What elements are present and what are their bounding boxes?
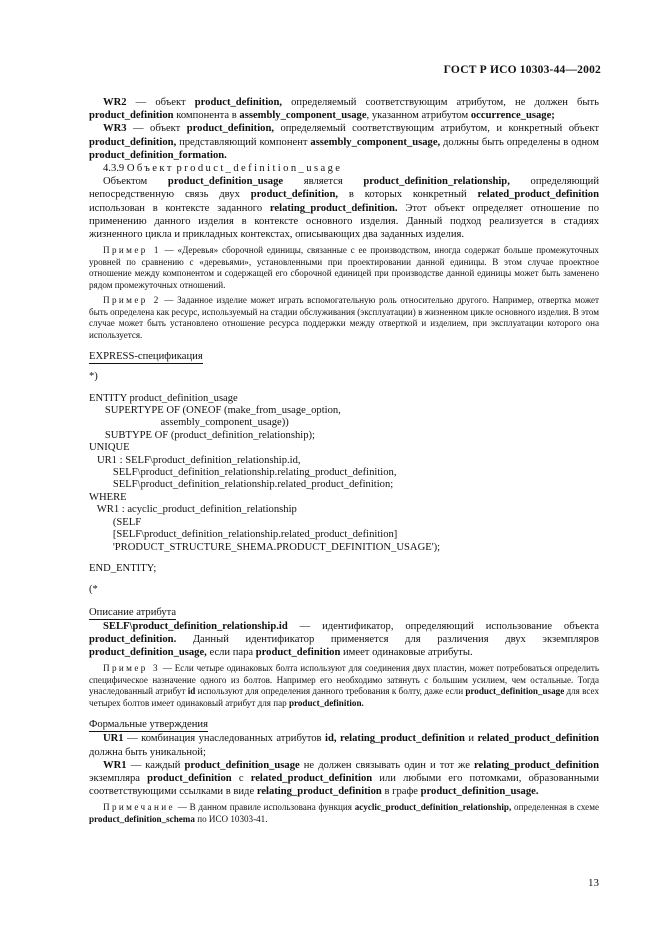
- code-line: WR1 : acyclic_product_definition_relationship: [89, 504, 297, 516]
- code-line: SUPERTYPE OF (ONEOF (make_from_usage_option,: [89, 405, 341, 417]
- code-line: SELF\product_definition_relationship.related_product_definition;: [89, 479, 394, 491]
- note: Примечание — В данном правиле использована функция acyclic_product_definition_relationship, определенная в схеме product_definition_schema по ИСО 10303-41.: [89, 802, 599, 824]
- example-2: Пример 2 — Заданное изделие может играть вспомогательную роль относительно другого. Например, отвертка может быть определена как ресурс, используемый на стадии обслуживания (эксплуатации) в жизненном цикле основного изделия. В этом случае может быть установлено отношение ресурса поддержки между отверткой и изделием, при эксплуатации которого она используется.: [89, 295, 600, 340]
- rule-wr3: WR3 — объект product_definition, определяемый соответствующим атрибутом, и конкретный объект product_definition, представляющий компонент assembly_component_usage, должны быть определены в одном product_definition_formation.: [89, 123, 599, 161]
- express-spec-title: EXPRESS-спецификация: [89, 351, 203, 363]
- rule-ur1: UR1 — комбинация унаследованных атрибутов id, relating_product_definition и related_product_definition должна быть уникальной;: [89, 733, 599, 758]
- code-line: ENTITY product_definition_usage: [89, 392, 238, 404]
- example-3: Пример 3 — Если четыре одинаковых болта используют для соединения двух пластин, может потребоваться определить специфическое назначение одного из болтов. Например его необходимо затянуть с большим усилием, чем остальные. Тогда унаследованный атрибут id используют для определения данного требования к болту, даже если product_definition_usage для всех четырех болтов имеет одинаковый атрибут для пар product_definition.: [89, 663, 600, 708]
- attribute-description: SELF\product_definition_relationship.id — идентификатор, определяющий использование объекта product_definition. Данный идентификатор применяется для различения двух экземпляров product_definition_usage, если пара product_definition имеет одинаковые атрибуты.: [89, 620, 599, 659]
- code-end: END_ENTITY;: [89, 562, 157, 574]
- code-line: SELF\product_definition_relationship.relating_product_definition,: [89, 467, 397, 479]
- attribute-description-title: Описание атрибута: [89, 606, 177, 618]
- code-open: *): [89, 371, 98, 383]
- code-line: [SELF\product_definition_relationship.related_product_definition]: [89, 529, 398, 541]
- section-heading: 4.3.9 Объект product_definition_usage: [103, 163, 343, 175]
- page-number: 13: [588, 877, 599, 889]
- formal-rules-title: Формальные утверждения: [89, 719, 208, 731]
- standard-header: ГОСТ Р ИСО 10303-44—2002: [443, 64, 601, 76]
- rule-wr1: WR1 — каждый product_definition_usage не должен связывать один и тот же relating_product_definition экземпляра product_definition с related_product_definition или любыми его потомками, образованными соответствующими ссылками в виде relating_product_definition в графе product_definition_usage.: [89, 759, 599, 798]
- express-code: [89, 371, 599, 597]
- code-close: (*: [89, 584, 98, 596]
- page-content: [89, 96, 599, 825]
- code-line: (SELF: [89, 516, 142, 528]
- code-line: UNIQUE: [89, 442, 130, 454]
- code-line: 'PRODUCT_STRUCTURE_SHEMA.PRODUCT_DEFINITION_USAGE');: [89, 541, 441, 553]
- code-line: WHERE: [89, 491, 127, 503]
- rule-wr2: WR2 — объект product_definition, определяемый соответствующим атрибутом, не должен быть product_definition компонента в assembly_component_usage, указанном атрибутом occurrence_usage;: [89, 97, 599, 122]
- example-1: Пример 1 — «Деревья» сборочной единицы, связанные с ее производством, иногда содержат больше промежуточных уровней по сравнению с «деревьями», установленными при проектировании данной единицы. В этом случае проектное отношение между компонентом и содержащей его сборочной единицей при производстве данной единицы может быть заменено рядом промежуточных отношений.: [89, 245, 599, 290]
- section-intro: Объектом product_definition_usage является product_definition_relationship, определяющий непосредственную связь двух product_definition, в которых конкретный related_product_definition использован в контексте заданного relating_product_definition. Этот объект определяет отношение по применению данного изделия в контексте основного изделия. Данный подход реализуется в стадиях жизненного цикла и прикладных контекстах, описывающих два заданных изделия.: [89, 176, 600, 241]
- code-line: SUBTYPE OF (product_definition_relationship);: [89, 429, 315, 441]
- code-line: UR1 : SELF\product_definition_relationship.id,: [89, 454, 301, 466]
- code-line: assembly_component_usage)): [89, 417, 289, 429]
